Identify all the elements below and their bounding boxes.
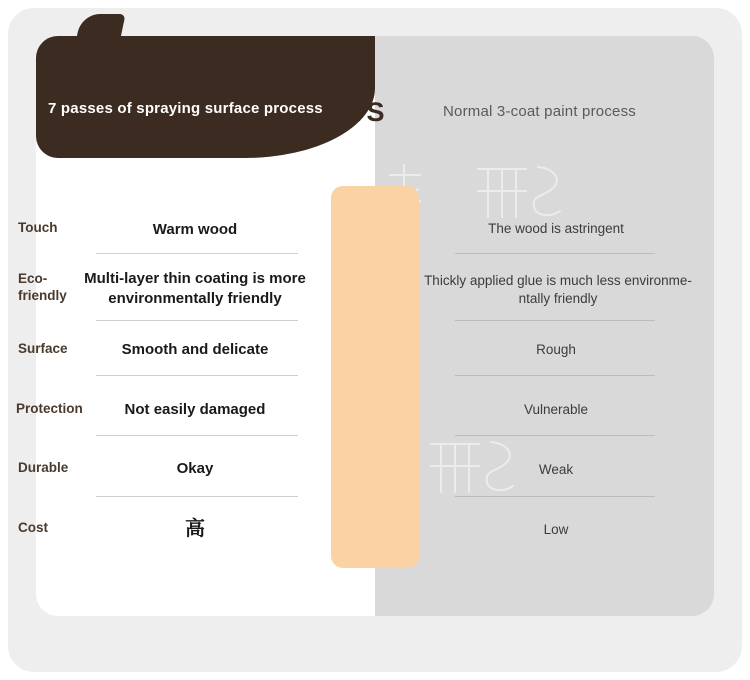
- right-value-durable: Weak: [538, 462, 574, 477]
- right-value-surface: Rough: [536, 342, 576, 357]
- left-divider-3: [96, 375, 298, 376]
- left-process-title: 7 passes of spraying surface process: [48, 100, 323, 117]
- category-label-eco: Eco-friendly: [18, 271, 67, 303]
- left-value-protection: Not easily damaged: [124, 401, 266, 418]
- vs-label: VS: [349, 97, 385, 127]
- category-label-cost: Cost: [18, 520, 48, 535]
- left-value-durable: Okay: [176, 460, 214, 477]
- right-value-cost: Low: [543, 522, 569, 537]
- left-title-banner: [36, 36, 375, 158]
- right-divider-5: [455, 496, 655, 497]
- right-divider-2: [455, 320, 655, 321]
- left-divider-1: [96, 253, 298, 254]
- right-value-eco: Thickly applied glue is much less environme-ntally friendly: [424, 273, 692, 307]
- category-label-touch: Touch: [18, 220, 58, 235]
- category-label-protection: Protection: [16, 401, 83, 416]
- left-value-touch: Warm wood: [152, 221, 238, 238]
- right-divider-1: [455, 253, 655, 254]
- right-value-protection: Vulnerable: [523, 402, 589, 417]
- left-value-cost: 高: [185, 518, 205, 540]
- right-divider-3: [455, 375, 655, 376]
- right-process-title: Normal 3-coat paint process: [443, 103, 636, 120]
- left-divider-2: [96, 320, 298, 321]
- right-value-touch: The wood is astringent: [488, 221, 624, 236]
- left-value-eco: Multi-layer thin coating is more environmentally friendly: [84, 270, 306, 308]
- category-column: [331, 186, 419, 568]
- left-divider-5: [96, 496, 298, 497]
- left-divider-4: [96, 435, 298, 436]
- category-label-durable: Durable: [18, 460, 69, 475]
- right-divider-4: [455, 435, 655, 436]
- category-label-surface: Surface: [18, 341, 68, 356]
- left-value-surface: Smooth and delicate: [121, 341, 269, 358]
